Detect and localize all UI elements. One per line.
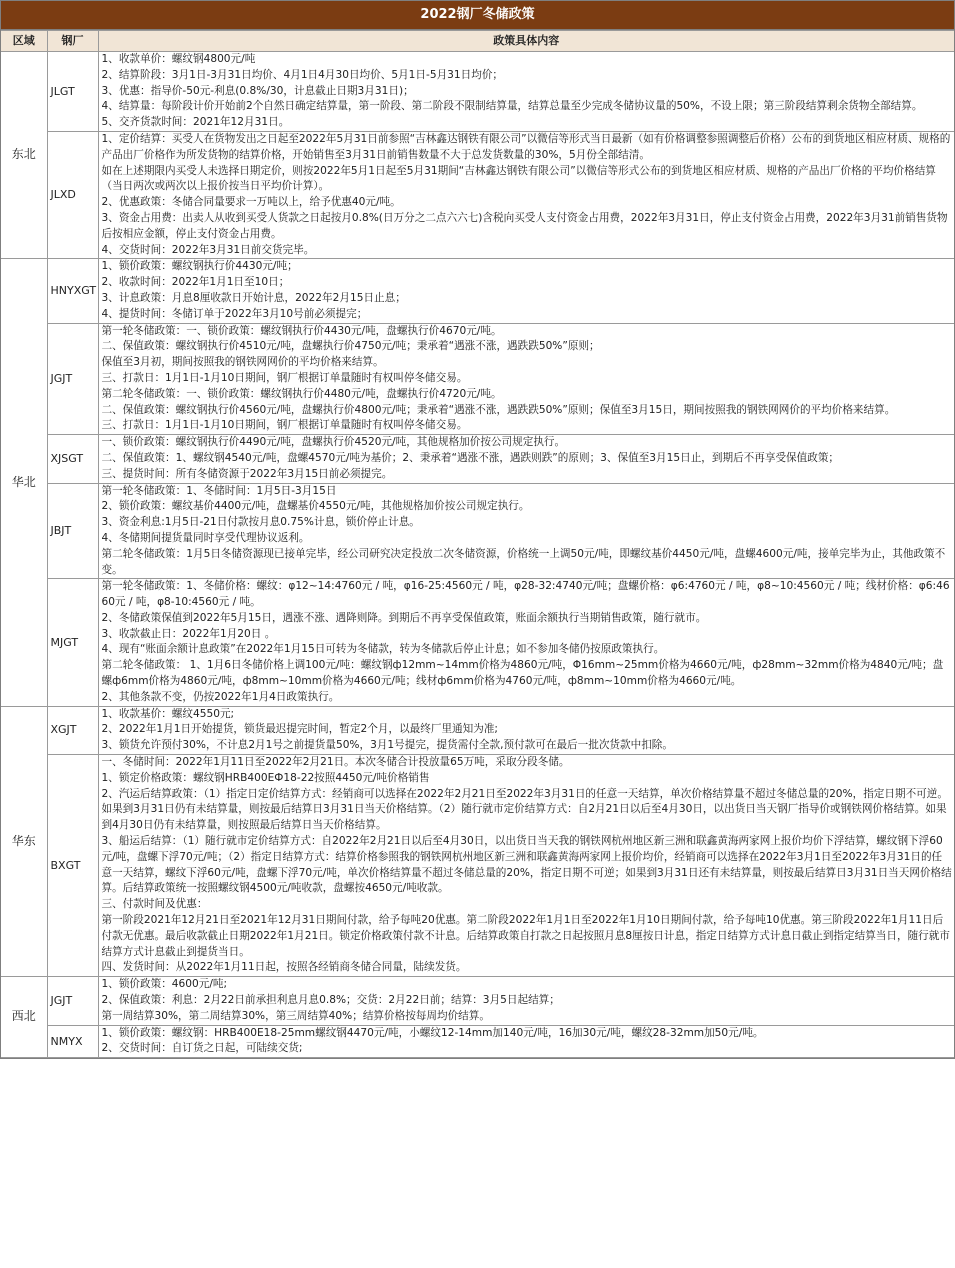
- policy-content-cell: [98, 323, 954, 435]
- policy-line: 三、打款日：1月1日-1月10日期间，钢厂根据订单量随时有权叫停冬储交易。: [101, 419, 468, 432]
- policy-line: 三、付款时间及优惠：: [101, 898, 208, 911]
- policy-line: 2、冬储政策保值到2022年5月15日，遇涨不涨、遇降则降。到期后不再享受保值政策，账面余额执行当期销售政策，随行就市。: [101, 611, 707, 624]
- policy-line: 4、提货时间：冬储订单于2022年3月10号前必须提完；: [101, 307, 368, 320]
- policy-line: 1、锁价政策：螺纹钢：HRB400E18-25mm螺纹钢4470元/吨，小螺纹12-14mm加140元/吨，16加30元/吨，螺纹28-32mm加50元/吨。: [101, 1026, 764, 1039]
- policy-content-cell: [98, 52, 954, 132]
- policy-line: 1、收款基价：螺纹4550元;: [101, 707, 235, 720]
- table-row: [1, 755, 954, 977]
- mill-cell: BXGT: [47, 755, 98, 977]
- policy-line: 2、结算阶段：3月1日-3月31日均价、4月1日4月30日均价、5月1日-5月31日均价；: [101, 68, 504, 81]
- mill-cell: JBJT: [47, 483, 98, 579]
- policy-line: 3、收款截止日：2022年1月20日 。: [101, 627, 276, 640]
- policy-line: 4、冬储期间提货量同时享受代理协议返利。: [101, 531, 310, 544]
- policy-line: 2、其他条款不变，仍按2022年1月4日政策执行。: [101, 690, 340, 703]
- policy-content-cell: [98, 259, 954, 323]
- policy-line: 2、收款时间：2022年1月1日至10日；: [101, 276, 290, 289]
- policy-line: 2、2022年1月1日开始提货，锁货最迟提完时间，暂定2个月，以最终厂里通知为准;: [101, 723, 498, 736]
- header-content: 政策具体内容: [98, 31, 954, 52]
- policy-table: [1, 30, 954, 1058]
- policy-line: 二、保值政策：螺纹钢执行价4560元/吨，盘螺执行价4800元/吨；秉承着“遇涨不涨，遇跌跌50%”原则；保值至3月15日，期间按照我的钢铁网网价的平均价格来结算。: [101, 403, 896, 416]
- policy-line: 如在上述期限内买受人未选择日期定价，则按2022年5月1日起至5月31期间“吉林鑫达钢铁有限公司”以微信等形式公布的到货地区相应材质、规格的产品出厂价格的平均价格结算（当日两次或两次以上报价按当日平均价计算）。: [101, 164, 936, 193]
- table-row: [1, 1025, 954, 1058]
- mill-cell: XGJT: [47, 706, 98, 754]
- policy-line: 保值至3月初，期间按照我的钢铁网网价的平均价格来结算。: [101, 356, 384, 369]
- policy-line: 2、优惠政策：冬储合同量要求一万吨以上，给予优惠40元/吨。: [101, 196, 401, 209]
- mill-cell: NMYX: [47, 1025, 98, 1058]
- policy-line: 1、锁价政策：4600元/吨;: [101, 978, 228, 991]
- policy-line: 第二轮冬储政策：1月5日冬储资源现已接单完毕，经公司研究决定投放二次冬储资源，价格统一上调50元/吨，即螺纹基价4450元/吨，盘螺4600元/吨，接单完毕为止，其他政策不变。: [101, 547, 946, 576]
- policy-line: 3、船运后结算：（1）随行就市定价结算方式：自2022年2月21日以后至4月30日，以出货日当天我的钢铁网杭州地区新三洲和联鑫黄海两家网上报价均价下浮结算，螺纹钢下浮60元/吨，盘螺下浮70元/吨；（2）指定日结算方式：结算价格参照我的钢铁网杭州地区新三洲和联鑫黄海两家网上报价均价，经销商可以选择在2022年3月1日至2022年3月31日的任意一天结算，螺纹下浮60元/吨，盘螺下浮70元/吨，单次价格结算量不超过冬储总量的20%，指定日期不可逆；如果到3月31日还有未结算量，则按最后结算日3月31日当天网价格结算。后结算政策统一按照螺纹钢4500元/吨收款，盘螺按4650元/吨收款。: [101, 835, 952, 895]
- policy-line: 2、汽运后结算政策：（1）指定日定价结算方式：经销商可以选择在2022年2月21日至2022年3月31日的任意一天结算，单次价格结算量不超过冬储总量的20%，指定日期不可逆。如果到3月31日仍有未结算量，则按最后结算日3月31日当天价格结算。（2）随行就市定价结算方式：自2月21日以后至4月30日，以出货日当天钢厂指导价或钢铁网价格结算。如果到4月30日仍有未结算量，则按照最后结算日当天价格结算。: [101, 787, 948, 832]
- mill-cell: JGJT: [47, 323, 98, 435]
- policy-content-cell: [98, 706, 954, 754]
- policy-table-body: [1, 52, 954, 1058]
- sheet-title: 2022钢厂冬储政策: [1, 1, 954, 30]
- mill-cell: HNYXGT: [47, 259, 98, 323]
- table-row: [1, 259, 954, 323]
- policy-content-cell: [98, 755, 954, 977]
- table-row: [1, 323, 954, 435]
- mill-cell: MJGT: [47, 579, 98, 706]
- policy-line: 3、资金利息:1月5日-21日付款按月息0.75%计息，锁价停止计息。: [101, 516, 420, 529]
- table-row: [1, 977, 954, 1025]
- region-cell: 西北: [1, 977, 47, 1058]
- policy-line: 2、锁价政策：螺纹基价4400元/吨，盘螺基价4550元/吨，其他规格加价按公司规定执行。: [101, 500, 530, 513]
- policy-line: 二、保值政策：螺纹钢执行价4510元/吨，盘螺执行价4750元/吨；秉承着“遇涨不涨，遇跌跌50%”原则；: [101, 340, 600, 353]
- table-row: [1, 483, 954, 579]
- policy-line: 2、交货时间：自订货之日起，可陆续交货;: [101, 1042, 303, 1055]
- mill-cell: JGJT: [47, 977, 98, 1025]
- header-row: [1, 31, 954, 52]
- policy-line: 一、冬储时间：2022年1月11日至2022年2月21日。本次冬储合计投放量65万吨，采取分段冬储。: [101, 756, 570, 769]
- policy-line: 第一轮冬储政策：1、冬储时间：1月5日-3月15日: [101, 484, 337, 497]
- policy-line: 第二轮冬储政策： 1、1月6日冬储价格上调100元/吨：螺纹钢ф12mm~14mm价格为4860元/吨，Φ16mm~25mm价格为4660元/吨，ф28mm~32mm价格为4840元/吨；盘螺ф6mm价格为4860元/吨，ф8mm~10mm价格为4660元/吨；线材ф6mm价格为4760元/吨，ф8mm~10mm价格为4660元/吨。: [101, 659, 944, 688]
- region-cell: 华北: [1, 259, 47, 706]
- policy-line: 4、结算量：每阶段计价开始前2个自然日确定结算量，第一阶段、第二阶段不限制结算量，结算总量至少完成冬储协议量的50%，不设上限；第三阶段结算剩余货物全部结算。: [101, 100, 923, 113]
- mill-cell: XJSGT: [47, 435, 98, 483]
- policy-line: 第一阶段2021年12月21日至2021年12月31日期间付款，给予每吨20优惠。第二阶段2022年1月1日至2022年1月10日期间付款，给予每吨10优惠。第三阶段2022年1月11日后付款无优惠。最后收款截止日期2022年1月21日。锁定价格政策付款不计息。后结算政策自打款之日起按照月息8厘按日计息，指定日结算方式计息日截止到指定结算当日，随行就市结算方式计息截止到提货当日。: [101, 914, 950, 958]
- policy-line: 1、锁价政策：螺纹钢执行价4430元/吨；: [101, 260, 298, 273]
- region-cell: 东北: [1, 52, 47, 259]
- policy-line: 四、发货时间：从2022年1月11日起，按照各经销商冬储合同量，陆续发货。: [101, 961, 467, 974]
- header-mill: 钢厂: [47, 31, 98, 52]
- policy-content-cell: [98, 435, 954, 483]
- mill-cell: JLXD: [47, 131, 98, 258]
- policy-line: 5、交齐货款时间：2021年12月31日。: [101, 116, 290, 129]
- table-row: [1, 579, 954, 706]
- policy-content-cell: [98, 131, 954, 258]
- policy-content-cell: [98, 1025, 954, 1058]
- policy-line: 三、打款日：1月1日-1月10日期间，钢厂根据订单量随时有权叫停冬储交易。: [101, 371, 468, 384]
- policy-line: 3、锁货允许预付30%，不计息2月1号之前提货量50%，3月1号提完，提货需付全款,预付款可在最后一批次货款中扣除。: [101, 739, 673, 752]
- policy-line: 二、保值政策：1、螺纹钢4540元/吨，盘螺4570元/吨为基价；2、秉承着“遇涨不涨，遇跌则跌”的原则；3、保值至3月15日止，到期后不再享受保值政策；: [101, 451, 840, 464]
- policy-line: 3、优惠：指导价-50元-利息(0.8%/30，计息截止日期3月31日)；: [101, 84, 414, 97]
- policy-line: 三、提货时间：所有冬储资源于2022年3月15日前必须提完。: [101, 467, 393, 480]
- policy-content-cell: [98, 483, 954, 579]
- region-cell: 华东: [1, 706, 47, 977]
- policy-line: 4、现有“账面余额计息政策”在2022年1月15日可转为冬储款，转为冬储款后停止计息；如不参加冬储仍按原政策执行。: [101, 643, 665, 656]
- table-row: [1, 706, 954, 754]
- policy-line: 第一轮冬储政策：1、冬储价格：螺纹：φ12~14:4760元 / 吨，φ16-25:4560元 / 吨，φ28-32:4740元/吨；盘螺价格：φ6:4760元 / 吨，φ8~10:4560元 / 吨；线材价格：φ6:4660元 / 吨，φ8-10:4560元 / 吨。: [101, 580, 950, 609]
- policy-line: 第一周结算30%，第二周结算30%，第三周结算40%；结算价格按每周均价结算。: [101, 1009, 490, 1022]
- policy-content-cell: [98, 579, 954, 706]
- policy-line: 1、锁定价格政策：螺纹钢HRB400EФ18-22按照4450元/吨价格销售: [101, 771, 430, 784]
- policy-line: 第二轮冬储政策：一、锁价政策：螺纹钢执行价4480元/吨，盘螺执行价4720元/吨。: [101, 387, 502, 400]
- mill-cell: JLGT: [47, 52, 98, 132]
- table-row: [1, 435, 954, 483]
- table-row: [1, 52, 954, 132]
- table-row: [1, 131, 954, 258]
- policy-line: 一、锁价政策：螺纹钢执行价4490元/吨，盘螺执行价4520元/吨，其他规格加价按公司规定执行。: [101, 436, 566, 449]
- policy-line: 3、资金占用费：出卖人从收到买受人货款之日起按月0.8%(日万分之二点六六七)含税向买受人支付资金占用费，2022年3月31日，停止支付资金占用费，2022年3月31前销售货物后按相应金额，停止支付资金占用费。: [101, 211, 948, 240]
- policy-line: 3、计息政策：月息8厘收款日开始计息，2022年2月15日止息；: [101, 291, 406, 304]
- policy-line: 第一轮冬储政策：一、锁价政策：螺纹钢执行价4430元/吨，盘螺执行价4670元/吨。: [101, 324, 502, 337]
- policy-line: 1、定价结算：买受人在货物发出之日起至2022年5月31日前参照“吉林鑫达钢铁有限公司”以微信等形式当日最新（如有价格调整参照调整后价格）公布的到货地区相应材质、规格的产品出厂价格作为所发货物的结算价格，开始销售至3月31日前销售数量不大于总发货数量的30%，5月份全部结清。: [101, 132, 951, 161]
- policy-line: 1、收款单价：螺纹钢4800元/吨: [101, 53, 256, 65]
- policy-line: 4、交货时间：2022年3月31日前交货完毕。: [101, 243, 315, 256]
- header-region: 区域: [1, 31, 47, 52]
- policy-line: 2、保值政策：利息：2月22日前承担利息月息0.8%；交货：2月22日前；结算：3月5日起结算；: [101, 994, 560, 1007]
- policy-content-cell: [98, 977, 954, 1025]
